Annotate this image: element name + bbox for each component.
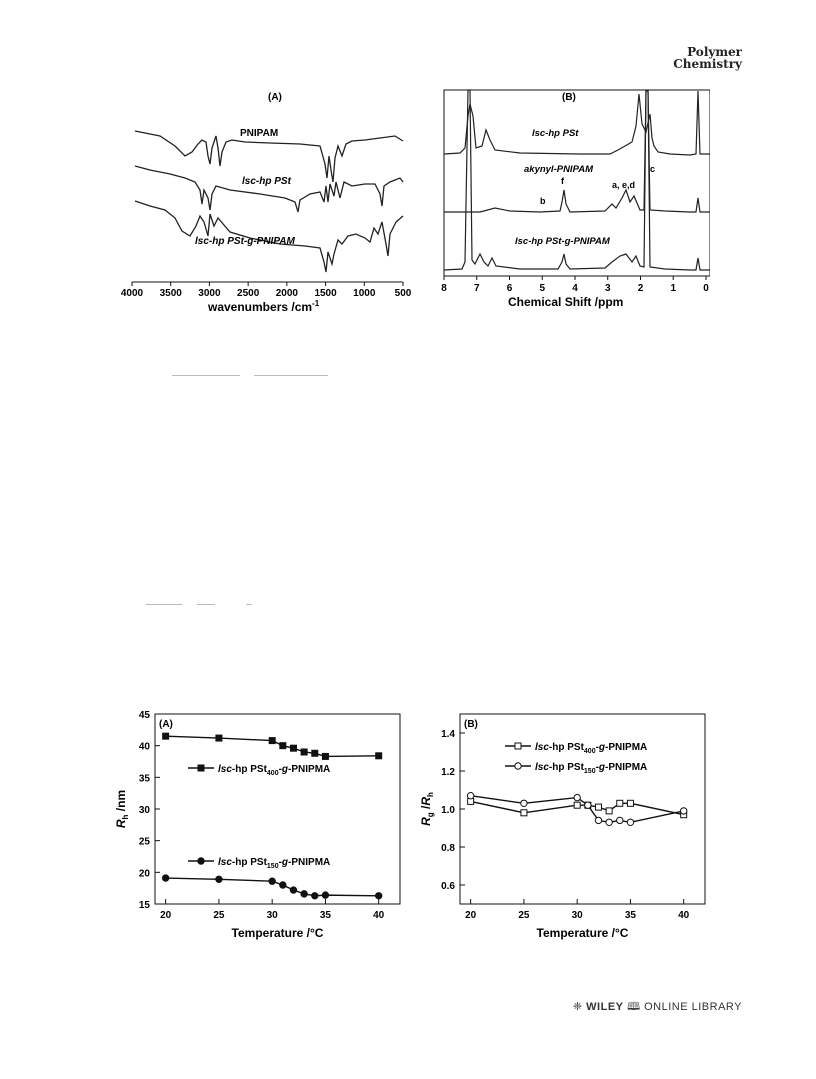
ir-tick-label: 1000 xyxy=(353,288,376,299)
data-point xyxy=(162,875,168,881)
nmr-trace-akynyl xyxy=(444,91,710,212)
nmr-trace-label-lsc-pst: lsc-hp PSt xyxy=(532,128,579,139)
data-point xyxy=(574,802,580,808)
book-icon: 🕮 xyxy=(627,1001,641,1013)
nmr-tick-label: 2 xyxy=(637,283,644,294)
nmr-panel-label: (B) xyxy=(562,92,576,103)
data-point xyxy=(216,876,222,882)
y-tick-label: 30 xyxy=(138,805,150,816)
journal-title-line1: Polymer xyxy=(687,45,742,59)
legend-entry: lsc-hp PSt$_{400}$-g-PNIPMA xyxy=(535,742,648,755)
nmr-tick-label: 7 xyxy=(473,283,480,294)
x-tick-label: 20 xyxy=(465,910,477,921)
nmr-tick-label: 3 xyxy=(604,283,611,294)
x-tick-label: 30 xyxy=(571,910,583,921)
data-point xyxy=(322,892,328,898)
panel-label: (A) xyxy=(159,719,173,730)
spectra-figure xyxy=(120,86,710,320)
publisher-library: ONLINE LIBRARY xyxy=(644,1001,742,1013)
data-point xyxy=(606,819,612,825)
y-tick-label: 40 xyxy=(138,741,150,753)
legend-marker xyxy=(198,858,204,864)
data-point xyxy=(280,743,286,749)
wiley-logo-icon: ❈ xyxy=(572,1001,583,1013)
ir-panel-label: (A) xyxy=(268,92,282,103)
nmr-x-axis-label: Chemical Shift /ppm xyxy=(508,295,624,309)
y-tick-label: 0.6 xyxy=(441,881,455,892)
data-point xyxy=(627,800,633,806)
data-point xyxy=(617,800,623,806)
ir-tick-label: 2500 xyxy=(237,288,260,299)
legend-entry: lsc-hp PSt$_{150}$-g-PNIPMA xyxy=(535,762,648,775)
data-point xyxy=(301,891,307,897)
x-axis-label: Temperature /°C xyxy=(536,926,629,940)
nmr-peak-label-aed: a, e,d xyxy=(612,180,636,190)
x-tick-label: 25 xyxy=(518,910,530,921)
journal-title-line2: Chemistry xyxy=(673,57,742,71)
nmr-tick-labels xyxy=(441,276,709,294)
nmr-trace-label-graft: lsc-hp PSt-g-PNIPAM xyxy=(515,236,610,247)
nmr-tick-label: 5 xyxy=(539,283,546,294)
y-tick-label: 35 xyxy=(138,773,150,785)
data-point xyxy=(606,808,612,814)
ir-tick-label: 1500 xyxy=(314,288,337,299)
legend-marker xyxy=(515,763,521,769)
x-tick-label: 25 xyxy=(213,910,225,921)
ir-trace-label-pnipam: PNIPAM xyxy=(240,128,279,139)
data-point xyxy=(574,794,580,800)
ir-trace-lsc-pst xyxy=(135,166,403,212)
data-point xyxy=(269,878,275,884)
legend-marker xyxy=(198,765,204,771)
legend-marker xyxy=(515,743,521,749)
y-tick-label: 25 xyxy=(138,836,150,848)
ir-tick-label: 3500 xyxy=(159,288,182,299)
ir-tick-label: 2000 xyxy=(275,288,298,299)
y-axis-label: $R_g$ $/R_h$ xyxy=(419,792,435,826)
nmr-panel xyxy=(441,90,710,309)
y-tick-label: 1.4 xyxy=(441,729,455,740)
x-tick-label: 35 xyxy=(624,910,636,921)
journal-title xyxy=(673,46,742,70)
nmr-tick-label: 8 xyxy=(441,283,447,294)
x-axis-label: Temperature /°C xyxy=(231,926,324,940)
nmr-trace-lsc-pst xyxy=(444,91,710,155)
data-point xyxy=(521,800,527,806)
x-tick-label: 40 xyxy=(678,910,690,921)
ir-trace-label-graft: lsc-hp PSt-g-PNIPAM xyxy=(195,236,295,247)
ir-trace-label-lsc-pst: lsc-hp PSt xyxy=(242,176,291,187)
nmr-peak-label-b: b xyxy=(540,196,546,206)
divider xyxy=(172,375,240,376)
data-point xyxy=(595,817,601,823)
panel-label: (B) xyxy=(464,719,478,730)
data-point xyxy=(280,882,286,888)
divider xyxy=(146,604,182,605)
data-point xyxy=(301,749,307,755)
data-point xyxy=(376,753,382,759)
x-tick-label: 30 xyxy=(266,910,278,921)
legend-entry: lsc-hp PSt$_{400}$-g-PNIPMA xyxy=(218,764,331,777)
data-point xyxy=(269,738,275,744)
ir-panel xyxy=(121,92,412,314)
nmr-peak-label-c: c xyxy=(650,164,656,174)
y-tick-label: 0.8 xyxy=(441,843,455,854)
data-point xyxy=(521,810,527,816)
y-tick-label: 1.2 xyxy=(441,767,455,778)
data-point xyxy=(585,802,591,808)
nmr-tick-label: 0 xyxy=(703,283,709,294)
data-point xyxy=(375,893,381,899)
data-point xyxy=(322,753,328,759)
x-tick-label: 20 xyxy=(160,910,172,921)
data-point xyxy=(290,745,296,751)
legend-entry: lsc-hp PSt$_{150}$-g-PNIPMA xyxy=(218,857,331,870)
nmr-tick-label: 4 xyxy=(572,283,578,294)
data-point xyxy=(216,735,222,741)
rg-rh-chart xyxy=(405,700,715,950)
nmr-tick-label: 6 xyxy=(506,283,513,294)
y-tick-label: 1.0 xyxy=(441,805,455,816)
y-tick-label: 15 xyxy=(138,900,150,911)
data-point xyxy=(627,819,633,825)
x-tick-label: 40 xyxy=(373,910,385,921)
rh-chart xyxy=(100,700,410,950)
ir-tick-label: 4000 xyxy=(120,288,144,299)
data-point xyxy=(312,750,318,756)
publisher-footer xyxy=(573,998,742,1017)
ir-tick-label: 500 xyxy=(394,288,412,299)
y-tick-label: 45 xyxy=(138,710,150,721)
data-point xyxy=(617,817,623,823)
publisher-brand: WILEY xyxy=(586,1001,624,1013)
nmr-trace-label-akynyl: akynyl-PNIPAM xyxy=(524,164,593,175)
data-point xyxy=(163,733,169,739)
ir-x-axis-label: wavenumbers $/cm^{-1}$ xyxy=(208,299,320,314)
data-point xyxy=(595,804,601,810)
y-tick-label: 20 xyxy=(138,868,150,880)
ir-tick-label: 3000 xyxy=(198,288,221,299)
divider xyxy=(197,604,215,605)
data-point xyxy=(290,887,296,893)
data-point xyxy=(467,793,473,799)
divider xyxy=(254,375,328,376)
data-point xyxy=(680,808,686,814)
x-tick-label: 35 xyxy=(319,910,331,921)
divider xyxy=(246,604,252,605)
y-axis-label: $R_h$ /nm xyxy=(114,789,130,829)
nmr-peak-label-f: f xyxy=(561,176,564,186)
data-point xyxy=(312,893,318,899)
ir-tick-labels xyxy=(121,282,412,299)
nmr-tick-label: 1 xyxy=(670,283,677,294)
